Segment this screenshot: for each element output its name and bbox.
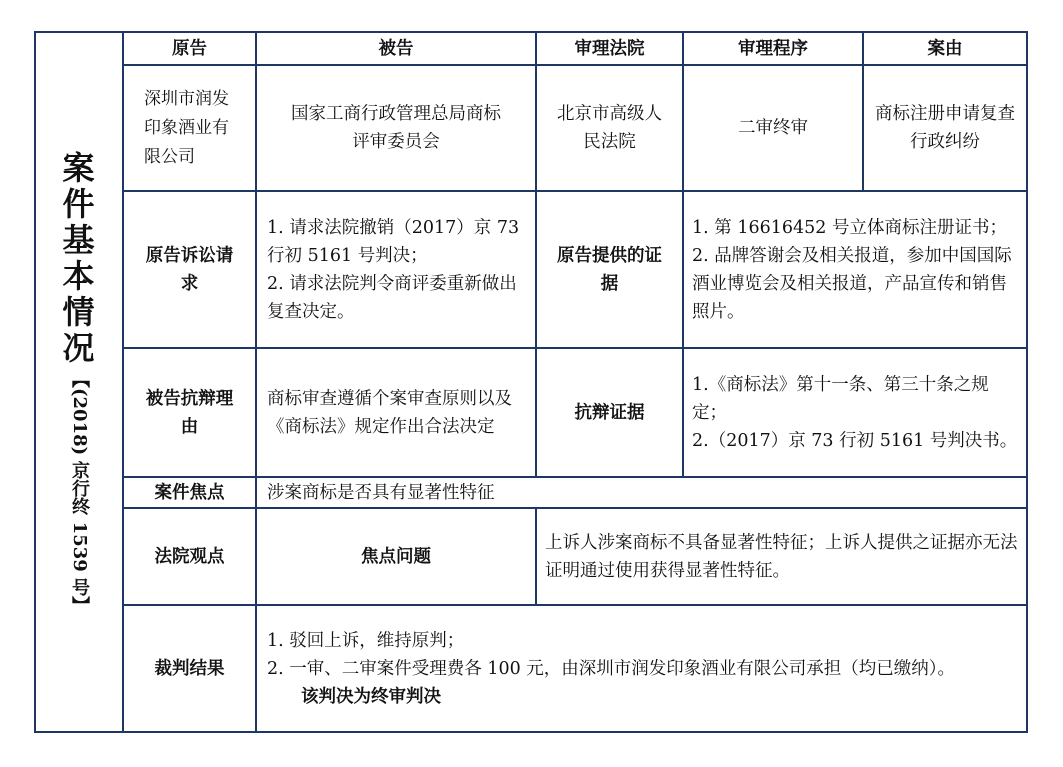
- opinion-row: [35, 508, 1027, 605]
- judgment-content: [256, 605, 1027, 732]
- case-info-table: [34, 31, 1028, 733]
- opinion-text: 上诉人涉案商标不具备显著性特征；上诉人提供之证据亦无法证明通过使用获得显著性特征。: [536, 508, 1027, 605]
- plaintiff-evidence-list: [683, 191, 1027, 348]
- defense-evidence-list: [683, 348, 1027, 477]
- court-name: 北京市高级人民法院: [536, 65, 683, 191]
- plaintiff-name: 深圳市润发印象酒业有限公司: [123, 65, 256, 191]
- claims-row: [35, 191, 1027, 348]
- defense-text: 商标审查遵循个案审查原则以及《商标法》规定作出合法决定: [256, 348, 536, 477]
- defense-evidence-label: 抗辩证据: [536, 348, 683, 477]
- focus-label: 案件焦点: [123, 477, 256, 508]
- cause-value: 商标注册申请复查行政纠纷: [863, 65, 1027, 191]
- claims-list: [256, 191, 536, 348]
- parties-row: [35, 65, 1027, 191]
- claim-item-2: 2. 请求法院判令商评委重新做出复查决定。: [267, 273, 517, 322]
- case-number: 【(2018) 京行终 1539 号】: [69, 369, 90, 615]
- judgment-item-2: 2. 一审、二审案件受理费各 100 元，由深圳市润发印象酒业有限公司承担（均已缴纳）。: [267, 658, 956, 679]
- defense-label: 被告抗辩理由: [123, 348, 256, 477]
- defense-row: [35, 348, 1027, 477]
- final-judgment-note: 该判决为终审判决: [301, 686, 441, 707]
- issue-label: 焦点问题: [256, 508, 536, 605]
- header-defendant: 被告: [256, 32, 536, 65]
- judgment-row: [35, 605, 1027, 732]
- judgment-label: 裁判结果: [123, 605, 256, 732]
- side-title: 案件基本情况: [62, 148, 96, 367]
- claims-label: 原告诉讼请求: [123, 191, 256, 348]
- plaintiff-evidence-item-1: 1. 第 16616452 号立体商标注册证书；: [692, 217, 1007, 238]
- plaintiff-evidence-label: 原告提供的证据: [536, 191, 683, 348]
- plaintiff-evidence-item-2: 2. 品牌答谢会及相关报道，参加中国国际酒业博览会及相关报道，产品宣传和销售照片。: [692, 245, 1012, 322]
- header-cause: 案由: [863, 32, 1027, 65]
- focus-text: 涉案商标是否具有显著性特征: [256, 477, 1027, 508]
- claim-item-1: 1. 请求法院撤销（2017）京 73 行初 5161 号判决；: [267, 217, 520, 266]
- focus-row: [35, 477, 1027, 508]
- defense-evidence-item-2: 2.（2017）京 73 行初 5161 号判决书。: [692, 430, 1018, 451]
- judgment-item-1: 1. 驳回上诉，维持原判；: [267, 630, 465, 651]
- procedure-value: 二审终审: [683, 65, 863, 191]
- header-court: 审理法院: [536, 32, 683, 65]
- header-plaintiff: 原告: [123, 32, 256, 65]
- defendant-name: 国家工商行政管理总局商标评审委员会: [256, 65, 536, 191]
- defense-evidence-item-1: 1.《商标法》第十一条、第三十条之规定；: [692, 374, 989, 423]
- side-title-cell: [35, 32, 123, 732]
- opinion-label: 法院观点: [123, 508, 256, 605]
- header-procedure: 审理程序: [683, 32, 863, 65]
- header-row: [35, 32, 1027, 65]
